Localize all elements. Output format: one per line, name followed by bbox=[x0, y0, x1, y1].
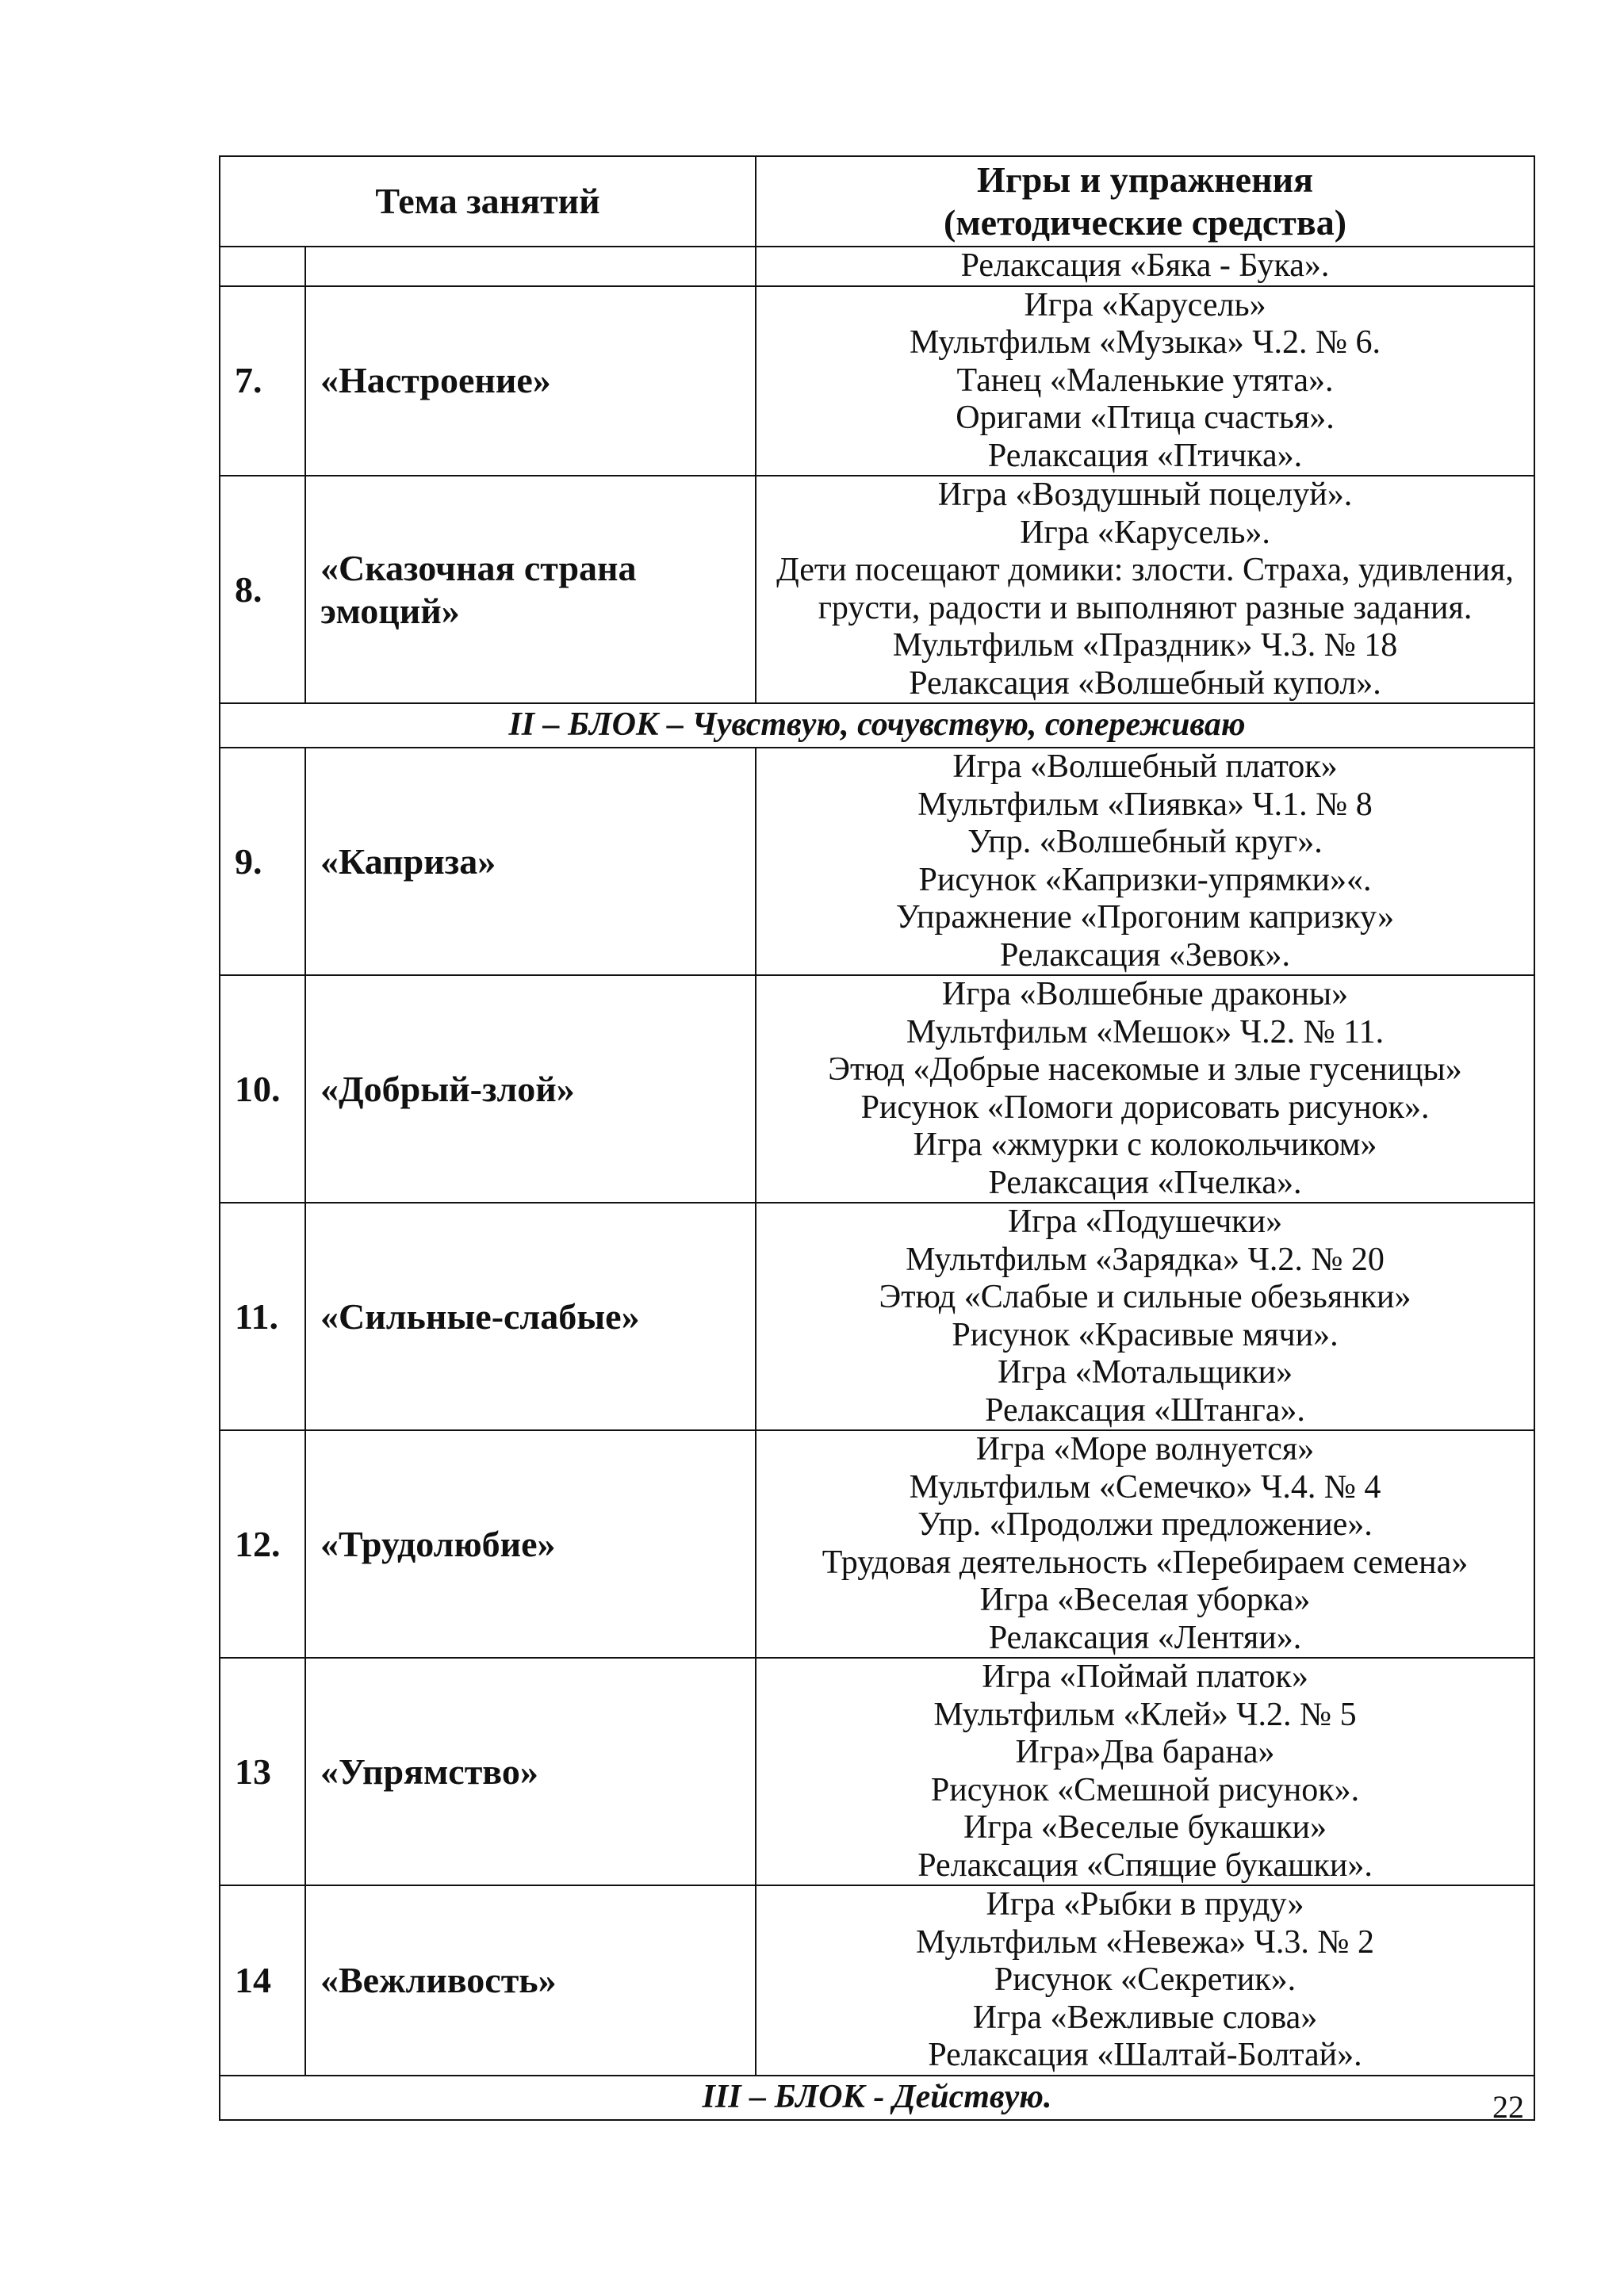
activity-line: Релаксация «Волшебный купол». bbox=[909, 664, 1381, 702]
lesson-row bbox=[220, 476, 1534, 703]
lesson-activities bbox=[756, 476, 1534, 703]
header-topic: Тема занятий bbox=[375, 181, 600, 221]
lesson-topic bbox=[305, 1203, 756, 1430]
lesson-number: 11. bbox=[220, 1203, 305, 1430]
lesson-topic-line: «Добрый-злой» bbox=[320, 1068, 575, 1109]
activity-line: Мультфильм «Музыка» Ч.2. № 6. bbox=[909, 324, 1381, 361]
lesson-topic bbox=[305, 286, 756, 476]
activity-line: Релаксация «Птичка». bbox=[987, 437, 1303, 474]
table-header-row bbox=[220, 156, 1534, 247]
lesson-row bbox=[220, 1658, 1534, 1885]
lesson-topic-line: «Вежливость» bbox=[320, 1959, 557, 2000]
block1-rows bbox=[220, 286, 1534, 704]
activity-line: Оригами «Птица счастья». bbox=[956, 400, 1335, 436]
activity-line: Релаксация «Лентяи». bbox=[988, 1619, 1302, 1656]
activity-line: Дети посещают домики: злости. Страха, удивления, bbox=[776, 552, 1514, 588]
activity-line: Игра «Карусель» bbox=[1024, 286, 1266, 323]
lesson-row bbox=[220, 1885, 1534, 2076]
lesson-row bbox=[220, 748, 1534, 975]
page-number: 22 bbox=[1492, 2089, 1524, 2125]
activity-line: Релаксация «Спящие букашки». bbox=[917, 1846, 1373, 1884]
lesson-topic-line: «Сказочная страна bbox=[320, 547, 637, 588]
activity-line: Мультфильм «Пиявка» Ч.1. № 8 bbox=[917, 786, 1373, 823]
lesson-number: 8. bbox=[220, 476, 305, 703]
activity-line: Мультфильм «Мешок» Ч.2. № 11. bbox=[906, 1013, 1385, 1050]
lesson-number: 12. bbox=[220, 1430, 305, 1658]
lesson-number: 7. bbox=[220, 286, 305, 476]
lesson-number: 10. bbox=[220, 975, 305, 1203]
activity-line: Игра «Веселые букашки» bbox=[963, 1809, 1327, 1846]
activity-line: Этюд «Слабые и сильные обезьянки» bbox=[879, 1279, 1411, 1315]
lesson-activities bbox=[756, 1430, 1534, 1658]
lesson-topic-line: «Настроение» bbox=[320, 360, 551, 401]
activity-line: Игра «Рыбки в пруду» bbox=[986, 1886, 1304, 1923]
lesson-row bbox=[220, 975, 1534, 1203]
lesson-topic bbox=[305, 476, 756, 703]
activity-line: Рисунок «Помоги дорисовать рисунок». bbox=[860, 1089, 1430, 1126]
lesson-plan-table bbox=[219, 155, 1535, 2121]
lesson-activities bbox=[756, 1203, 1534, 1430]
lesson-topic-line: эмоций» bbox=[320, 590, 460, 631]
activity-line: Упр. «Продолжи предложение». bbox=[917, 1506, 1373, 1543]
continued-activities-cell bbox=[756, 247, 1534, 286]
lesson-number: 13 bbox=[220, 1658, 305, 1885]
lesson-topic-line: «Трудолюбие» bbox=[320, 1523, 556, 1564]
block2-rows bbox=[220, 748, 1534, 2076]
lesson-activities bbox=[756, 286, 1534, 476]
lesson-topic-line: «Каприза» bbox=[320, 840, 496, 882]
activity-line: Игра «Волшебные драконы» bbox=[941, 976, 1349, 1012]
lesson-activities bbox=[756, 748, 1534, 975]
activity-line: Трудовая деятельность «Перебираем семена» bbox=[822, 1544, 1469, 1581]
lesson-number: 14 bbox=[220, 1885, 305, 2076]
lesson-topic bbox=[305, 748, 756, 975]
activity-line: Игра «Мотальщики» bbox=[997, 1354, 1293, 1391]
lesson-activities bbox=[756, 975, 1534, 1203]
activity-line: Релаксация «Шалтай-Болтай». bbox=[928, 2037, 1362, 2073]
activity-line: Этюд «Добрые насекомые и злые гусеницы» bbox=[828, 1051, 1462, 1088]
continued-number-cell bbox=[220, 247, 305, 286]
activity-line: Игра «Волшебный платок» bbox=[952, 748, 1338, 785]
activity-line: Мультфильм «Зарядка» Ч.2. № 20 bbox=[906, 1241, 1385, 1278]
lesson-activities bbox=[756, 1658, 1534, 1885]
lesson-number: 9. bbox=[220, 748, 305, 975]
block3-title: III – БЛОК - Действую. bbox=[220, 2076, 1534, 2120]
activity-line: Рисунок «Секретик». bbox=[994, 1961, 1297, 1998]
lesson-row bbox=[220, 1203, 1534, 1430]
lesson-topic bbox=[305, 1430, 756, 1658]
activity-line: Игра «Воздушный поцелуй». bbox=[937, 476, 1353, 513]
activity-line: Рисунок «Капризки-упрямки»«. bbox=[918, 861, 1372, 898]
activity-line: Релаксация «Пчелка». bbox=[988, 1164, 1302, 1201]
lesson-topic bbox=[305, 1885, 756, 2076]
activity-line: Мультфильм «Семечко» Ч.4. № 4 bbox=[909, 1468, 1381, 1506]
lesson-row bbox=[220, 1430, 1534, 1658]
lesson-topic-line: «Сильные-слабые» bbox=[320, 1295, 640, 1337]
activity-line: грусти, радости и выполняют разные задания. bbox=[818, 589, 1473, 626]
block2-title: II – БЛОК – Чувствую, сочувствую, сопереживаю bbox=[220, 703, 1534, 748]
lesson-row bbox=[220, 286, 1534, 476]
header-games-cell bbox=[756, 156, 1534, 247]
continued-topic-cell bbox=[305, 247, 756, 286]
activity-line: Игра «Поймай платок» bbox=[982, 1659, 1308, 1695]
lesson-activities bbox=[756, 1885, 1534, 2076]
block3-header-row bbox=[220, 2076, 1534, 2120]
activity-line: Релаксация «Штанга». bbox=[985, 1391, 1305, 1429]
lesson-topic bbox=[305, 1658, 756, 1885]
activity-line: Рисунок «Красивые мячи». bbox=[952, 1316, 1339, 1353]
activity-line: Упражнение «Прогоним капризку» bbox=[895, 899, 1395, 936]
activity-line: Мультфильм «Невежа» Ч.3. № 2 bbox=[916, 1923, 1374, 1961]
lesson-topic-line: «Упрямство» bbox=[320, 1751, 538, 1792]
lesson-topic bbox=[305, 975, 756, 1203]
header-topic-cell bbox=[220, 156, 756, 247]
activity-line: Упр. «Волшебный круг». bbox=[967, 824, 1323, 860]
block2-header-row bbox=[220, 703, 1534, 748]
continued-row bbox=[220, 247, 1534, 286]
activity-line: Мультфильм «Клей» Ч.2. № 5 bbox=[933, 1696, 1357, 1733]
header-games-line1: Игры и упражнения bbox=[977, 159, 1313, 200]
header-games-line2: (методические средства) bbox=[944, 202, 1347, 243]
activity-line: Игра»Два барана» bbox=[1015, 1734, 1275, 1770]
activity-line: Игра «Карусель». bbox=[1020, 514, 1270, 551]
activity-line: Танец «Маленькие утята». bbox=[956, 362, 1334, 399]
activity-line: Релаксация «Зевок». bbox=[999, 936, 1291, 974]
activity-line: Мультфильм «Праздник» Ч.3. № 18 bbox=[892, 627, 1398, 664]
activity-line: Игра «Море волнуется» bbox=[975, 1431, 1315, 1468]
activity-line: Игра «Подушечки» bbox=[1007, 1203, 1283, 1240]
activity-line: Игра «жмурки с колокольчиком» bbox=[913, 1127, 1377, 1163]
activity-line: Рисунок «Смешной рисунок». bbox=[930, 1771, 1360, 1808]
activity-line: Игра «Вежливые слова» bbox=[972, 1999, 1318, 2036]
activity-line: Релаксация «Бяка - Бука». bbox=[960, 247, 1330, 284]
activity-line: Игра «Веселая уборка» bbox=[979, 1582, 1311, 1618]
